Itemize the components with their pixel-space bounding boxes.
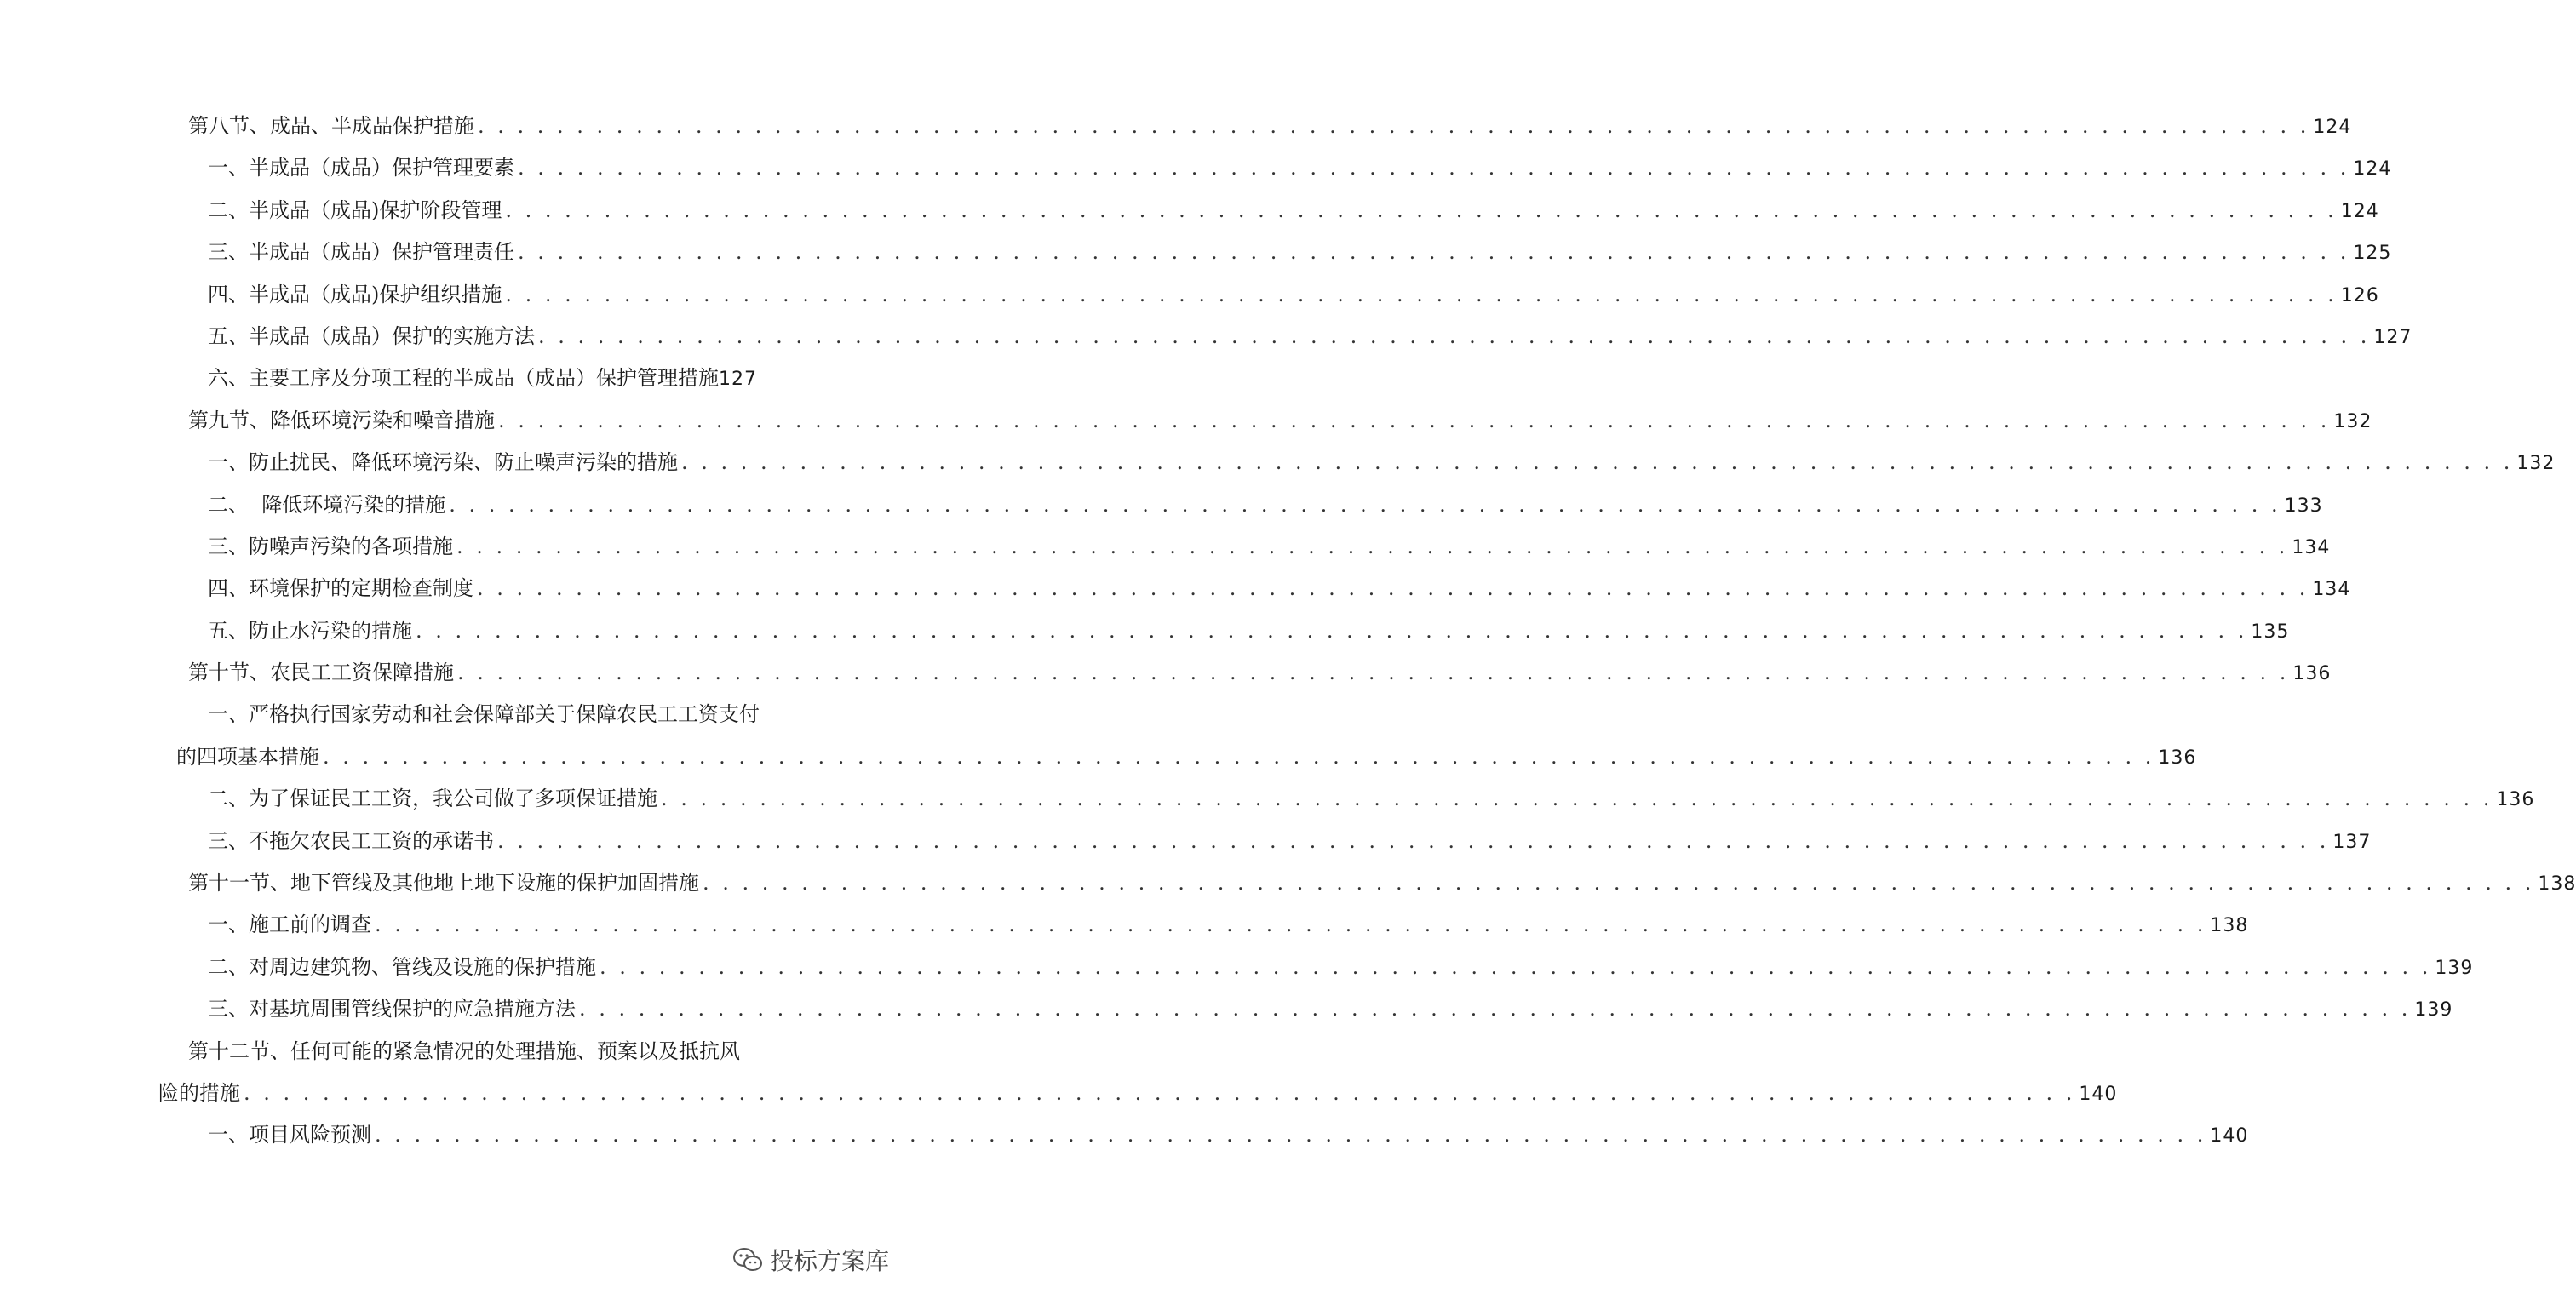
toc-page: 132 [2333,410,2372,432]
toc-page: 127 [2373,326,2412,348]
toc-leader: . . . . . . . . . . . . . . . . . . . . . . . . . . . . . . . . . . . . . . . . . . . . . . . . . . . . . . . . . . . . . . . . . . . . . . . . . . . . . . . . . . . . . . . . . . . . . [244,1080,2076,1105]
toc-row[interactable] [0,316,2412,358]
toc-title: 二、半成品（成品)保护阶段管理 [208,197,502,222]
toc-title: 二、为了保证民工工资，我公司做了多项保证措施 [208,787,657,811]
toc-row[interactable] [0,862,2576,904]
toc-page: 124 [2313,117,2352,138]
toc-title: 险的措施 [158,1080,240,1105]
toc-row[interactable] [0,1073,2118,1114]
toc-row[interactable] [0,232,2392,273]
toc-title: 第十节、农民工工资保障措施 [188,661,454,685]
toc-row[interactable] [0,947,2474,988]
toc-title: 二、对周边建筑物、管线及设施的保护措施 [208,954,596,979]
toc-leader: . . . . . . . . . . . . . . . . . . . . . . . . . . . . . . . . . . . . . . . . . . . . . . . . . . . . . . . . . . . . . . . . . . . . . . . . . . . . . . . . . . . . . . . . . . . . . [579,997,2412,1021]
toc-leader: . . . . . . . . . . . . . . . . . . . . . . . . . . . . . . . . . . . . . . . . . . . . . . . . . . . . . . . . . . . . . . . . . . . . . . . . . . . . . . . . . . . . . . . . . . . . . [498,408,2331,432]
toc-row[interactable] [0,106,2352,147]
toc-title: 一、施工前的调查 [208,913,371,937]
toc-leader: . . . . . . . . . . . . . . . . . . . . . . . . . . . . . . . . . . . . . . . . . . . . . . . . . . . . . . . . . . . . . . . . . . . . . . . . . . . . . . . . . . . . . . . . . . . . . [457,661,2290,685]
toc-page: 136 [2158,747,2197,769]
wechat-icon [732,1247,763,1273]
toc-row[interactable] [0,736,2197,778]
toc-page: 139 [2435,957,2474,979]
toc-row[interactable] [0,652,2332,694]
toc-row[interactable] [0,274,2379,316]
toc-page: 135 [2251,621,2290,643]
toc-page: 127 [719,369,757,391]
toc-leader: . . . . . . . . . . . . . . . . . . . . . . . . . . . . . . . . . . . . . . . . . . . . . . . . . . . . . . . . . . . . . . . . . . . . . . . . . . . . . . . . . . . . . . . . . . . . . [538,323,2371,348]
toc-leader: . . . . . . . . . . . . . . . . . . . . . . . . . . . . . . . . . . . . . . . . . . . . . . . . . . . . . . . . . . . . . . . . . . . . . . . . . . . . . . . . . . . . . . . . . . . . . [456,534,2289,558]
toc-title: 第九节、降低环境污染和噪音措施 [188,408,495,432]
toc-leader: . . . . . . . . . . . . . . . . . . . . . . . . . . . . . . . . . . . . . . . . . . . . . . . . . . . . . . . . . . . . . . . . . . . . . . . . . . . . . . . . . . . . . . . . . . . . . [703,871,2535,896]
toc-title: 六、主要工序及分项工程的半成品（成品）保护管理措施 [208,366,719,391]
table-of-contents [0,106,2576,1157]
toc-page: 138 [2538,873,2576,896]
toc-page: 136 [2496,789,2535,811]
toc-title: 四、环境保护的定期检查制度 [208,576,473,601]
toc-row[interactable] [0,988,2453,1030]
toc-page: 136 [2292,663,2332,685]
toc-leader: . . . . . . . . . . . . . . . . . . . . . . . . . . . . . . . . . . . . . . . . . . . . . . . . . . . . . . . . . . . . . . . . . . . . . . . . . . . . . . . . . . . . . . . . . . . . . [518,156,2350,180]
toc-page: 126 [2340,284,2379,306]
toc-row[interactable] [0,778,2535,820]
toc-page: 140 [2079,1083,2118,1105]
toc-row[interactable] [0,147,2392,189]
toc-page: 139 [2414,999,2453,1021]
watermark [732,1243,889,1277]
toc-leader: . . . . . . . . . . . . . . . . . . . . . . . . . . . . . . . . . . . . . . . . . . . . . . . . . . . . . . . . . . . . . . . . . . . . . . . . . . . . . . . . . . . . . . . . . . . . . [375,913,2207,937]
toc-page: 134 [2312,579,2351,601]
toc-title: 第十一节、地下管线及其他地上地下设施的保护加固措施 [188,871,699,896]
toc-leader: . . . . . . . . . . . . . . . . . . . . . . . . . . . . . . . . . . . . . . . . . . . . . . . . . . . . . . . . . . . . . . . . . . . . . . . . . . . . . . . . . . . . . . . . . . . . . [416,618,2248,643]
toc-title: 第十二节、任何可能的紧急情况的处理措施、预案以及抵抗风 [188,1039,740,1063]
toc-row[interactable] [0,904,2249,946]
toc-page: 140 [2210,1125,2249,1147]
toc-title: 一、严格执行国家劳动和社会保障部关于保障农民工工资支付 [208,702,760,727]
toc-title: 三、防噪声污染的各项措施 [208,534,453,558]
toc-title: 的四项基本措施 [176,744,319,769]
toc-row[interactable] [0,610,2290,652]
toc-leader: . . . . . . . . . . . . . . . . . . . . . . . . . . . . . . . . . . . . . . . . . . . . . . . . . . . . . . . . . . . . . . . . . . . . . . . . . . . . . . . . . . . . . . . . . . . . . [449,492,2281,517]
toc-row[interactable] [0,821,2372,862]
toc-title: 第八节、成品、半成品保护措施 [188,114,474,138]
watermark-text: 投标方案库 [769,1247,889,1275]
toc-leader: . . . . . . . . . . . . . . . . . . . . . . . . . . . . . . . . . . . . . . . . . . . . . . . . . . . . . . . . . . . . . . . . . . . . . . . . . . . . . . . . . . . . . . . . . . . . . [375,1123,2207,1147]
toc-title: 二、 降低环境污染的措施 [208,492,446,517]
toc-title: 一、防止扰民、降低环境污染、防止噪声污染的措施 [208,450,678,475]
toc-leader: . . . . . . . . . . . . . . . . . . . . . . . . . . . . . . . . . . . . . . . . . . . . . . . . . . . . . . . . . . . . . . . . . . . . . . . . . . . . . . . . . . . . . . . . . . . . . [600,954,2432,979]
toc-page: 125 [2353,243,2392,265]
toc-title: 一、半成品（成品）保护管理要素 [208,156,514,180]
toc-title: 四、半成品（成品)保护组织措施 [208,282,502,306]
toc-title: 五、半成品（成品）保护的实施方法 [208,323,535,348]
toc-title: 三、不拖欠农民工工资的承诺书 [208,828,494,853]
toc-leader: . . . . . . . . . . . . . . . . . . . . . . . . . . . . . . . . . . . . . . . . . . . . . . . . . . . . . . . . . . . . . . . . . . . . . . . . . . . . . . . . . . . . . . . . . . . . . [478,114,2310,138]
toc-page: 132 [2516,453,2556,475]
toc-row[interactable] [0,1031,920,1073]
toc-leader: . . . . . . . . . . . . . . . . . . . . . . . . . . . . . . . . . . . . . . . . . . . . . . . . . . . . . . . . . . . . . . . . . . . . . . . . . . . . . . . . . . . . . . . . . . . . . [323,744,2155,769]
toc-leader: . . . . . . . . . . . . . . . . . . . . . . . . . . . . . . . . . . . . . . . . . . . . . . . . . . . . . . . . . . . . . . . . . . . . . . . . . . . . . . . . . . . . . . . . . . . . . [518,240,2350,265]
toc-row[interactable] [0,568,2351,609]
toc-row[interactable] [0,526,2331,568]
toc-title: 一、项目风险预测 [208,1123,371,1147]
toc-title: 三、半成品（成品）保护管理责任 [208,240,514,265]
toc-row[interactable] [0,190,2379,232]
toc-leader: . . . . . . . . . . . . . . . . . . . . . . . . . . . . . . . . . . . . . . . . . . . . . . . . . . . . . . . . . . . . . . . . . . . . . . . . . . . . . . . . . . . . . . . . . . . . . [477,576,2309,601]
toc-leader: . . . . . . . . . . . . . . . . . . . . . . . . . . . . . . . . . . . . . . . . . . . . . . . . . . . . . . . . . . . . . . . . . . . . . . . . . . . . . . . . . . . . . . . . . . . . . [661,787,2493,811]
toc-row[interactable] [0,1114,2249,1156]
toc-row[interactable] [0,442,2556,484]
toc-page: 133 [2284,495,2323,517]
toc-page: 124 [2353,158,2392,180]
toc-page: 134 [2292,536,2331,558]
toc-page: 138 [2210,915,2249,937]
toc-leader: . . . . . . . . . . . . . . . . . . . . . . . . . . . . . . . . . . . . . . . . . . . . . . . . . . . . . . . . . . . . . . . . . . . . . . . . . . . . . . . . . . . . . . . . . . . . . [505,197,2338,222]
toc-title: 三、对基坑周围管线保护的应急措施方法 [208,997,576,1021]
toc-row[interactable] [0,484,2323,526]
toc-page: 124 [2340,200,2379,222]
toc-title: 五、防止水污染的措施 [208,618,412,643]
toc-page: 137 [2332,831,2372,853]
toc-leader: . . . . . . . . . . . . . . . . . . . . . . . . . . . . . . . . . . . . . . . . . . . . . . . . . . . . . . . . . . . . . . . . . . . . . . . . . . . . . . . . . . . . . . . . . . . . . [497,828,2330,853]
toc-row[interactable] [0,694,920,735]
toc-row[interactable] [0,400,2372,442]
toc-row[interactable] [0,358,920,399]
toc-leader: . . . . . . . . . . . . . . . . . . . . . . . . . . . . . . . . . . . . . . . . . . . . . . . . . . . . . . . . . . . . . . . . . . . . . . . . . . . . . . . . . . . . . . . . . . . . . [681,450,2514,475]
toc-leader: . . . . . . . . . . . . . . . . . . . . . . . . . . . . . . . . . . . . . . . . . . . . . . . . . . . . . . . . . . . . . . . . . . . . . . . . . . . . . . . . . . . . . . . . . . . . . [505,282,2338,306]
